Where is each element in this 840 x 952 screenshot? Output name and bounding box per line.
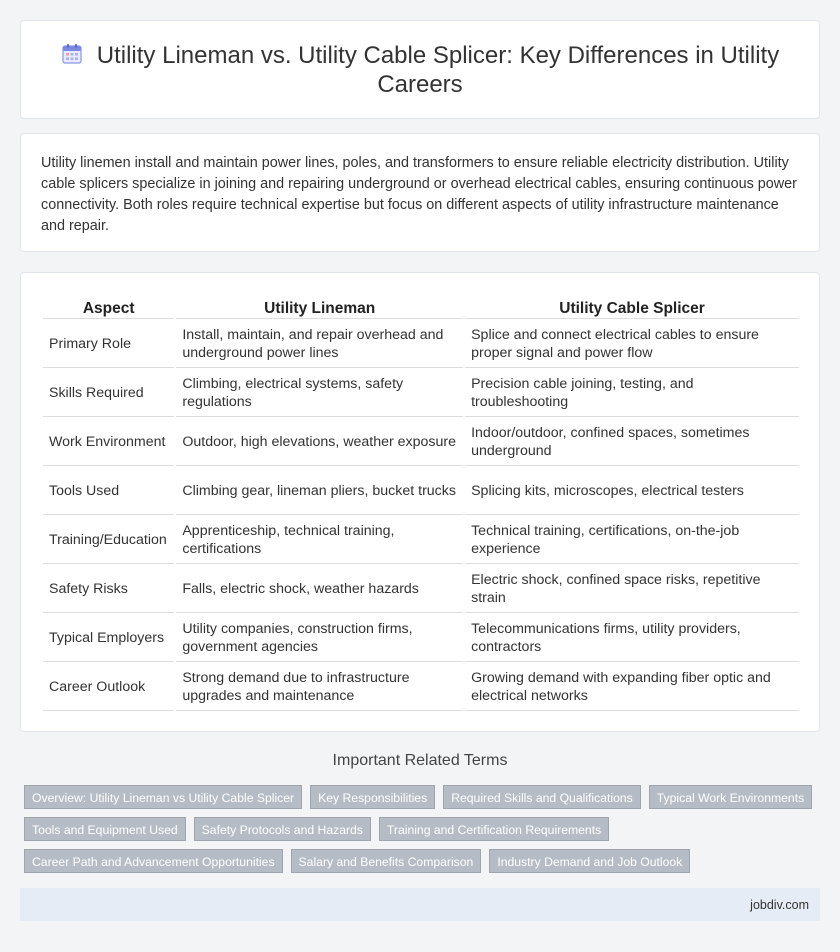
aspect-cell: Safety Risks bbox=[43, 566, 174, 613]
related-term-tag[interactable]: Tools and Equipment Used bbox=[24, 817, 186, 841]
splicer-cell: Precision cable joining, testing, and troubleshooting bbox=[465, 370, 799, 417]
related-term-tag[interactable]: Safety Protocols and Hazards bbox=[194, 817, 371, 841]
header-utility-cable-splicer: Utility Cable Splicer bbox=[465, 297, 799, 319]
table-row bbox=[43, 321, 799, 368]
table-row bbox=[43, 370, 799, 417]
related-terms-heading: Important Related Terms bbox=[332, 752, 508, 769]
intro-card bbox=[20, 133, 820, 252]
lineman-cell: Falls, electric shock, weather hazards bbox=[176, 566, 463, 613]
aspect-cell: Typical Employers bbox=[43, 615, 174, 662]
comparison-table-card bbox=[20, 272, 820, 732]
table-row bbox=[43, 468, 799, 515]
table-row bbox=[43, 664, 799, 711]
aspect-cell: Work Environment bbox=[43, 419, 174, 466]
related-term-tag[interactable]: Key Responsibilities bbox=[310, 785, 435, 809]
intro-paragraph: Utility linemen install and maintain power lines, poles, and transformers to ensure reliable electricity distribution. Utility cable splicers specialize in joining and repairing underground or overhead electrical cables, ensuring continuous power connectivity. Both roles require technical expertise but focus on different aspects of utility infrastructure maintenance and repair. bbox=[41, 155, 797, 234]
splicer-cell: Telecommunications firms, utility providers, contractors bbox=[465, 615, 799, 662]
related-term-tag[interactable]: Required Skills and Qualifications bbox=[443, 785, 641, 809]
table-row bbox=[43, 419, 799, 466]
lineman-cell: Apprenticeship, technical training, certifications bbox=[176, 517, 463, 564]
related-term-tag[interactable]: Career Path and Advancement Opportunities bbox=[24, 849, 283, 873]
splicer-cell: Technical training, certifications, on-the-job experience bbox=[465, 517, 799, 564]
aspect-cell: Training/Education bbox=[43, 517, 174, 564]
related-term-tag[interactable]: Training and Certification Requirements bbox=[379, 817, 609, 841]
aspect-cell: Skills Required bbox=[43, 370, 174, 417]
aspect-cell: Tools Used bbox=[43, 468, 174, 515]
table-row bbox=[43, 517, 799, 564]
splicer-cell: Electric shock, confined space risks, repetitive strain bbox=[465, 566, 799, 613]
related-term-tag[interactable]: Overview: Utility Lineman vs Utility Cable Splicer bbox=[24, 785, 302, 809]
header-utility-lineman: Utility Lineman bbox=[176, 297, 463, 319]
splicer-cell: Splicing kits, microscopes, electrical testers bbox=[465, 468, 799, 515]
related-term-tag[interactable]: Salary and Benefits Comparison bbox=[291, 849, 482, 873]
table-row bbox=[43, 615, 799, 662]
calendar-icon bbox=[61, 43, 83, 65]
footer-site-link[interactable]: jobdiv.com bbox=[750, 898, 809, 912]
aspect-cell: Primary Role bbox=[43, 321, 174, 368]
page-title-wrap bbox=[50, 41, 790, 99]
comparison-table bbox=[41, 295, 801, 713]
footer bbox=[20, 888, 820, 921]
aspect-cell: Career Outlook bbox=[43, 664, 174, 711]
lineman-cell: Strong demand due to infrastructure upgrades and maintenance bbox=[176, 664, 463, 711]
lineman-cell: Climbing gear, lineman pliers, bucket trucks bbox=[176, 468, 463, 515]
page-title: Utility Lineman vs. Utility Cable Splicer: Key Differences in Utility Careers bbox=[96, 41, 780, 98]
table-row bbox=[43, 566, 799, 613]
header-aspect: Aspect bbox=[43, 297, 174, 319]
lineman-cell: Install, maintain, and repair overhead and underground power lines bbox=[176, 321, 463, 368]
splicer-cell: Growing demand with expanding fiber optic and electrical networks bbox=[465, 664, 799, 711]
splicer-cell: Splice and connect electrical cables to ensure proper signal and power flow bbox=[465, 321, 799, 368]
related-term-tag[interactable]: Typical Work Environments bbox=[649, 785, 812, 809]
title-card bbox=[20, 20, 820, 119]
lineman-cell: Climbing, electrical systems, safety regulations bbox=[176, 370, 463, 417]
table-header-row bbox=[43, 297, 799, 319]
lineman-cell: Utility companies, construction firms, government agencies bbox=[176, 615, 463, 662]
related-term-tag[interactable]: Industry Demand and Job Outlook bbox=[489, 849, 690, 873]
lineman-cell: Outdoor, high elevations, weather exposure bbox=[176, 419, 463, 466]
splicer-cell: Indoor/outdoor, confined spaces, sometimes underground bbox=[465, 419, 799, 466]
related-terms-list bbox=[24, 785, 814, 873]
